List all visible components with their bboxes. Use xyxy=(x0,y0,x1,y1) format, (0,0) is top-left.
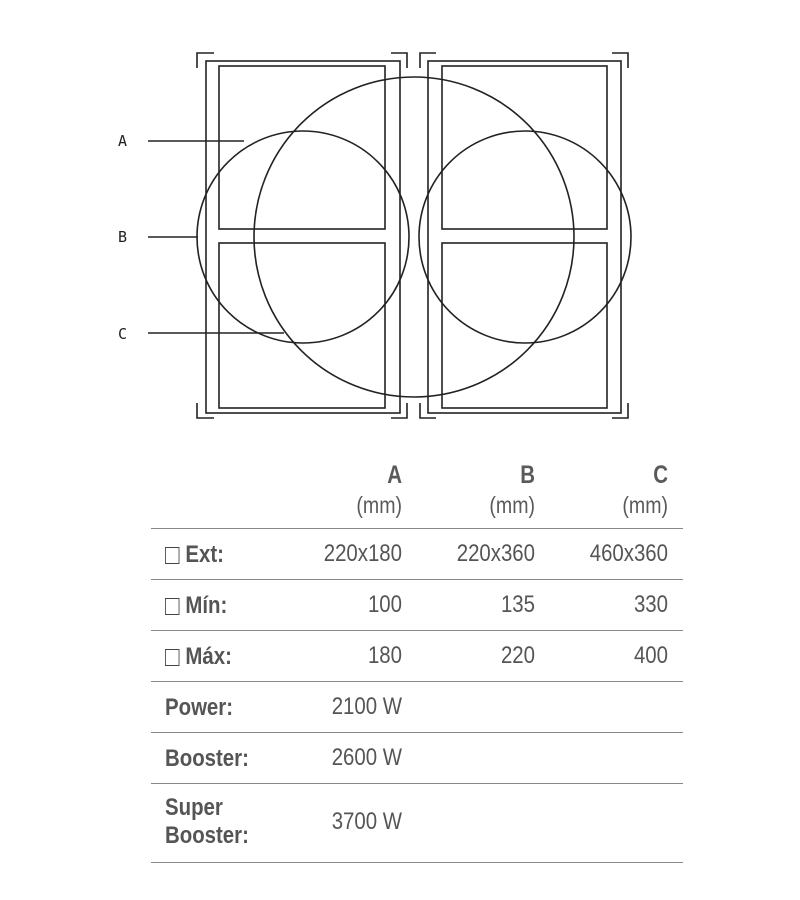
row-label-text: Ext: xyxy=(185,541,224,568)
corner-bracket xyxy=(612,403,628,418)
cell-value: 460x360 xyxy=(589,540,668,567)
table-row xyxy=(151,681,683,733)
diagram-label-a: A xyxy=(118,132,128,150)
module-outer-frame-right xyxy=(428,61,621,413)
cell-value: 220x360 xyxy=(456,540,535,567)
header-letter-a: A xyxy=(387,461,402,489)
cell-value: 220 xyxy=(500,642,535,669)
header-col-b xyxy=(415,460,535,520)
table-row xyxy=(151,783,683,863)
spec-table-header xyxy=(151,460,683,528)
module-outer-frame-left xyxy=(206,61,400,413)
cell-value: 2600 W xyxy=(331,744,402,771)
table-row xyxy=(151,528,683,580)
header-unit-b: (mm) xyxy=(489,492,535,518)
row-label-text-line1: Super xyxy=(165,794,223,821)
row-label xyxy=(165,794,249,852)
cell-value: 100 xyxy=(367,591,402,618)
header-unit-c: (mm) xyxy=(622,492,668,518)
corner-bracket xyxy=(391,403,407,418)
header-letter-c: C xyxy=(653,461,668,489)
header-unit-a: (mm) xyxy=(356,492,402,518)
row-label-text: Power: xyxy=(165,694,234,721)
cell-value: 2100 W xyxy=(331,693,402,720)
header-letter-b: B xyxy=(520,461,535,489)
cell-value: 3700 W xyxy=(331,808,402,835)
zone-circle-right xyxy=(419,131,631,343)
row-label-text: Máx: xyxy=(185,643,232,670)
row-label-text: Mín: xyxy=(185,592,228,619)
header-col-c xyxy=(548,460,668,520)
row-label xyxy=(165,540,224,570)
row-label xyxy=(165,591,227,621)
zone-circle-large xyxy=(254,77,574,397)
cell-value: 330 xyxy=(633,591,668,618)
header-col-a xyxy=(282,460,402,520)
table-row xyxy=(151,630,683,682)
zone-circle-left xyxy=(197,131,409,343)
diagram-label-b: B xyxy=(118,228,128,246)
row-label-text-line2: Booster: xyxy=(165,822,249,849)
table-row xyxy=(151,579,683,631)
row-label xyxy=(165,744,249,774)
cell-value: 180 xyxy=(367,642,402,669)
row-label xyxy=(165,642,232,672)
checkbox-icon xyxy=(165,598,179,615)
table-row xyxy=(151,732,683,784)
diagram-label-c: C xyxy=(118,325,128,343)
cell-value: 400 xyxy=(633,642,668,669)
row-label-text: Booster: xyxy=(165,745,249,772)
checkbox-icon xyxy=(165,649,179,666)
cell-value: 135 xyxy=(500,591,535,618)
cooktop-zone-diagram xyxy=(0,0,800,440)
cell-value: 220x180 xyxy=(323,540,402,567)
row-label xyxy=(165,693,233,723)
checkbox-icon xyxy=(165,547,179,564)
